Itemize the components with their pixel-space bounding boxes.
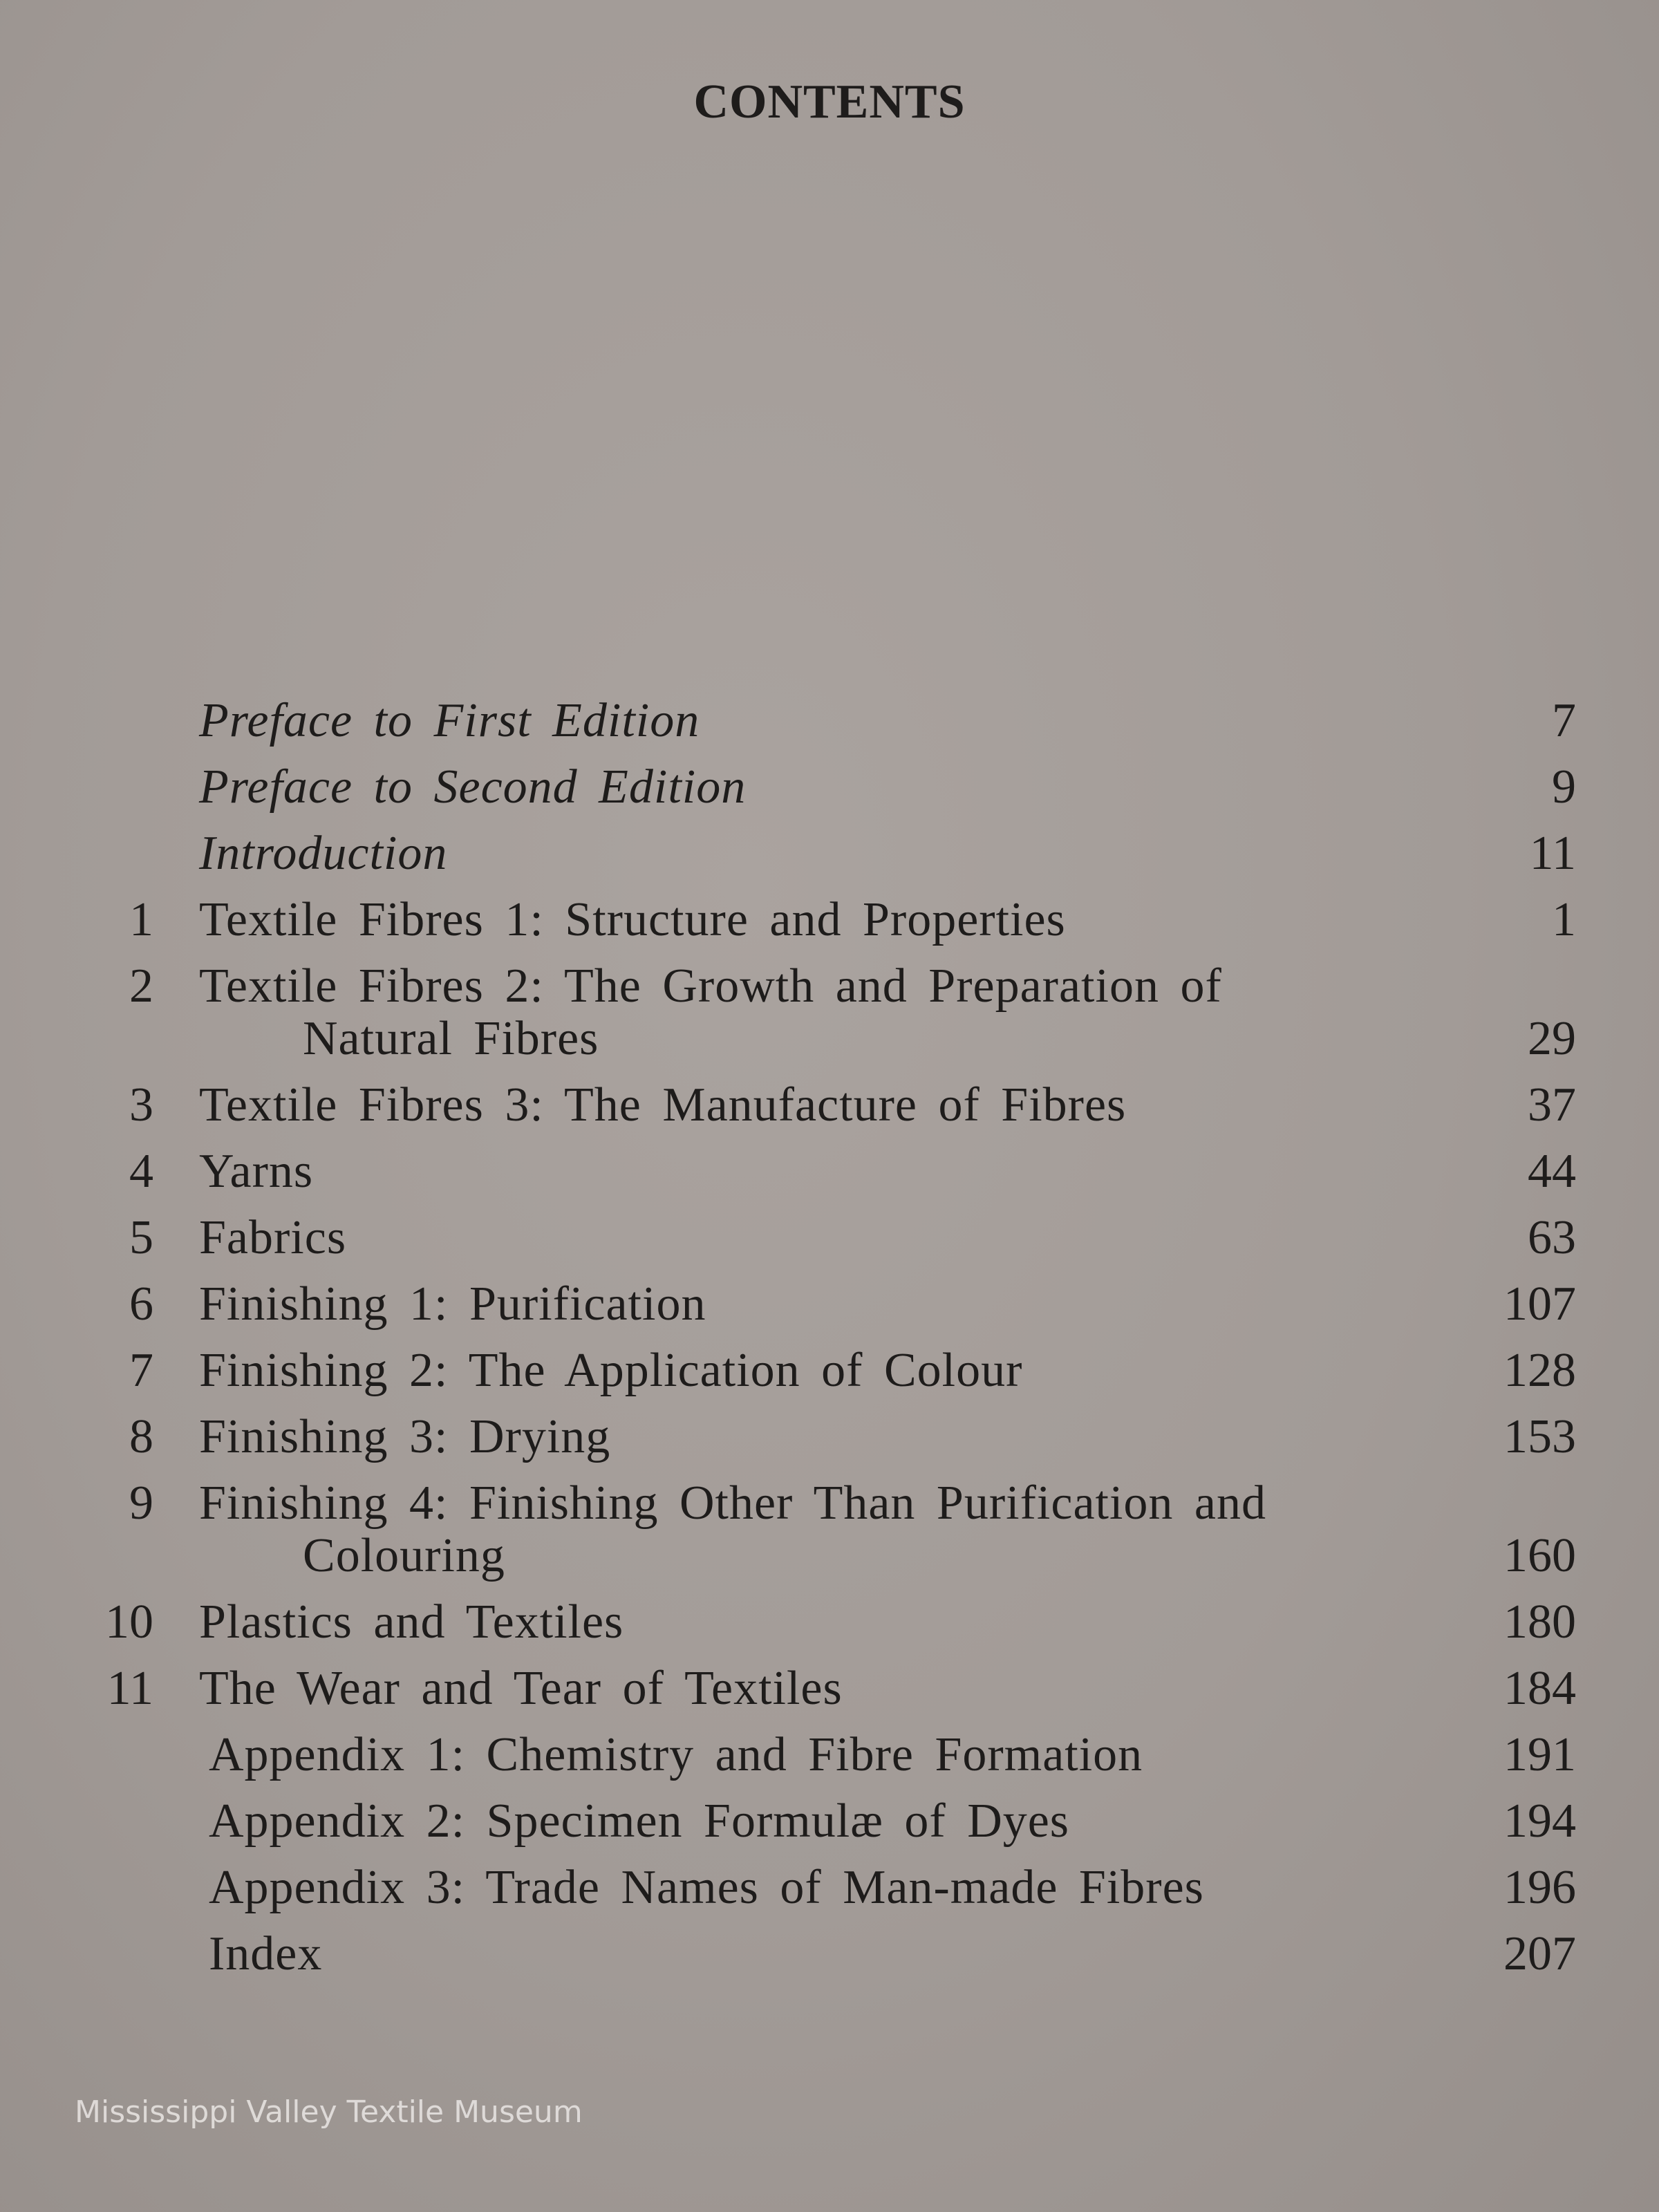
chapter-number: 1: [129, 893, 153, 946]
chapter-number: 4: [129, 1145, 153, 1198]
entry-title-text: Plastics and Textiles: [199, 1595, 624, 1649]
page-number: 29: [1528, 1012, 1576, 1065]
toc-entry: [90, 1145, 1576, 1198]
toc-entry: [90, 1344, 1576, 1397]
toc-entry: [90, 761, 1576, 814]
entry-title-text: Yarns: [199, 1145, 314, 1198]
page-number: 107: [1503, 1277, 1576, 1331]
toc-entry: [90, 1212, 1576, 1264]
toc-entry: [90, 695, 1576, 747]
entry-title: [199, 1145, 1430, 1198]
entry-title: [209, 1795, 1439, 1848]
entry-title: [199, 960, 1430, 1065]
page-number: 37: [1528, 1078, 1576, 1132]
entry-title-text: Index: [209, 1927, 323, 1980]
entry-title-text: Appendix 2: Specimen Formulæ of Dyes: [209, 1794, 1070, 1848]
toc-entry: [90, 1795, 1576, 1848]
page-number: 44: [1528, 1145, 1576, 1198]
page-number: 191: [1503, 1728, 1576, 1781]
toc-entry: [90, 1411, 1576, 1463]
page-number: 194: [1503, 1794, 1576, 1848]
entry-title: [199, 1662, 1430, 1715]
chapter-number: 8: [129, 1410, 153, 1463]
chapter-number: 6: [129, 1277, 153, 1331]
toc-entry: [90, 1862, 1576, 1914]
toc-entry: [90, 894, 1576, 946]
chapter-number: 3: [129, 1078, 153, 1132]
entry-title: [199, 1477, 1430, 1582]
entry-title: [209, 1862, 1439, 1914]
toc-entry: [90, 1278, 1576, 1331]
entry-title: [199, 1079, 1430, 1132]
entry-title-text: Introduction: [199, 827, 448, 880]
entry-title-text: Textile Fibres 3: The Manufacture of Fibres: [199, 1078, 1127, 1132]
page-number: 63: [1528, 1211, 1576, 1264]
page-number: 184: [1503, 1662, 1576, 1715]
page-number: 207: [1503, 1927, 1576, 1980]
page-number: 7: [1552, 694, 1576, 747]
entry-title-text: Appendix 3: Trade Names of Man-made Fibres: [209, 1861, 1204, 1914]
entry-title-text: Finishing 1: Purification: [199, 1277, 706, 1331]
entry-title-text: Fabrics: [199, 1211, 347, 1264]
entry-title-text: Finishing 3: Drying: [199, 1410, 611, 1463]
entry-title: [199, 827, 1430, 880]
page-number: 153: [1503, 1410, 1576, 1463]
toc-entry: [90, 827, 1576, 880]
entry-title-text: Textile Fibres 1: Structure and Properties: [199, 893, 1066, 946]
page-number: 160: [1503, 1529, 1576, 1582]
entry-title: [199, 894, 1430, 946]
entry-title-text: Finishing 2: The Application of Colour: [199, 1344, 1023, 1397]
entry-title: [199, 1212, 1430, 1264]
chapter-number: 10: [105, 1595, 153, 1649]
page-number: 11: [1529, 827, 1576, 880]
entry-title-text: Finishing 4: Finishing Other Than Purification and: [199, 1477, 1266, 1530]
entry-title: [209, 1928, 1439, 1980]
toc-entry: [90, 1079, 1576, 1132]
entry-title-text: The Wear and Tear of Textiles: [199, 1662, 843, 1715]
entry-title-continuation: Natural Fibres: [303, 1012, 599, 1065]
toc-entry: [90, 1662, 1576, 1715]
entry-title: [199, 1344, 1430, 1397]
entry-title-text: Appendix 1: Chemistry and Fibre Formation: [209, 1728, 1143, 1781]
page-number: 1: [1552, 893, 1576, 946]
entry-title-text: Preface to First Edition: [199, 694, 700, 747]
toc-entry: [90, 1729, 1576, 1781]
entry-title-text: Preface to Second Edition: [199, 760, 747, 814]
page-number: 9: [1552, 760, 1576, 814]
chapter-number: 2: [129, 959, 153, 1013]
entry-title: [199, 1596, 1430, 1649]
entry-title: [209, 1729, 1439, 1781]
table-of-contents: [90, 695, 1576, 1994]
toc-entry: [90, 960, 1576, 1065]
chapter-number: 7: [129, 1344, 153, 1397]
entry-title: [199, 761, 1430, 814]
watermark: Mississippi Valley Textile Museum: [75, 2094, 583, 2130]
chapter-number: 11: [106, 1662, 153, 1715]
chapter-number: 9: [129, 1477, 153, 1530]
entry-title-continuation: Colouring: [303, 1529, 505, 1582]
chapter-number: 5: [129, 1211, 153, 1264]
entry-title-text: Textile Fibres 2: The Growth and Preparation of: [199, 959, 1222, 1013]
page-number: 128: [1503, 1344, 1576, 1397]
page-number: 180: [1503, 1595, 1576, 1649]
toc-entry: [90, 1928, 1576, 1980]
toc-entry: [90, 1596, 1576, 1649]
entry-title: [199, 1278, 1430, 1331]
page-number: 196: [1503, 1861, 1576, 1914]
page-heading: CONTENTS: [693, 75, 966, 129]
entry-title: [199, 1411, 1430, 1463]
entry-title: [199, 695, 1430, 747]
toc-entry: [90, 1477, 1576, 1582]
